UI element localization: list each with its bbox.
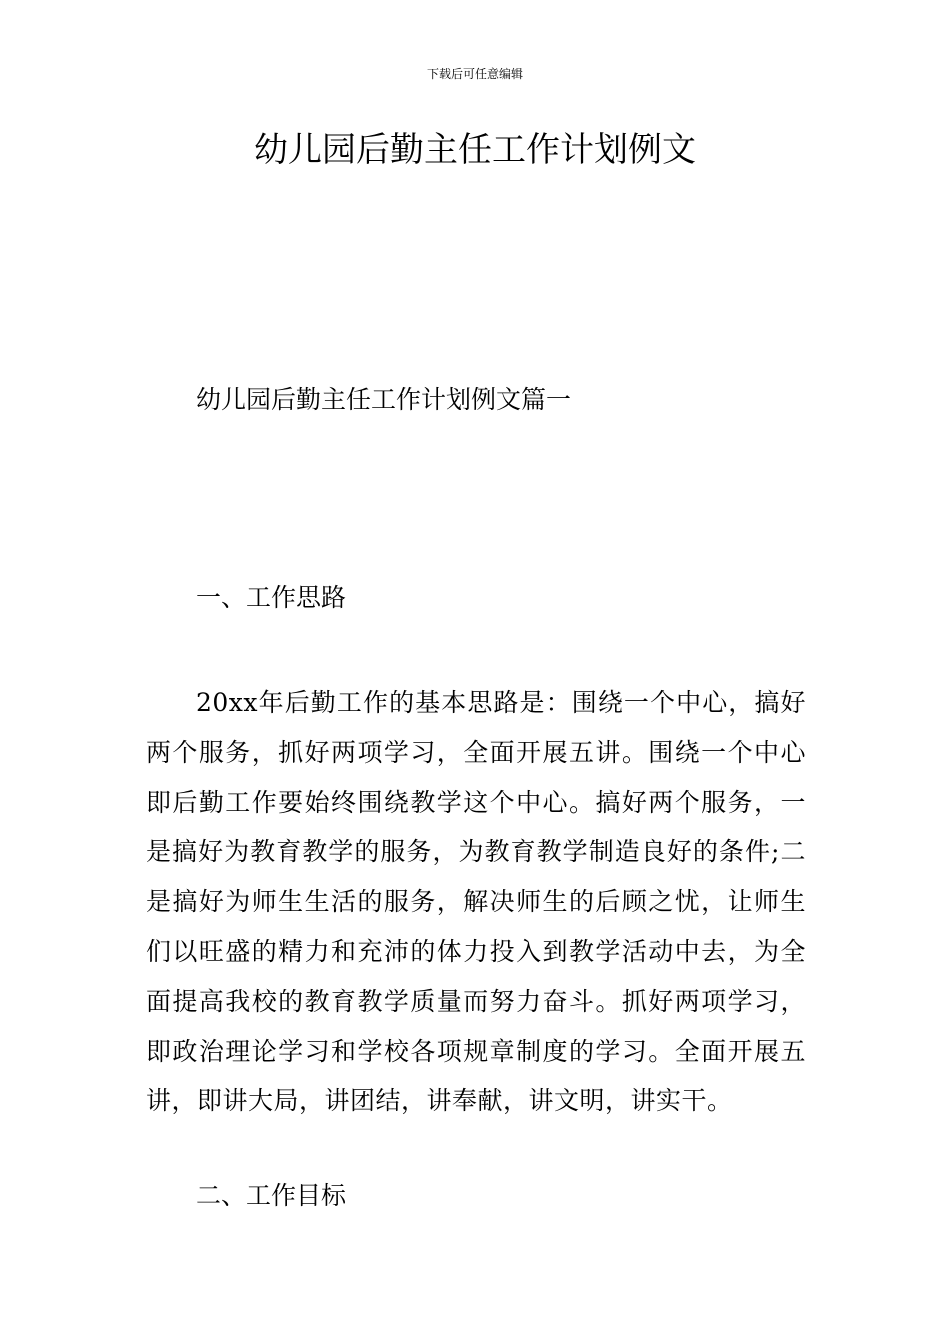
section-heading-work-goals: 二、工作目标 — [196, 1181, 347, 1210]
header-note: 下载后可任意编辑 — [426, 67, 523, 81]
section-body-work-approach: 20xx年后勤工作的基本思路是：围绕一个中心，搞好两个服务，抓好两项学习，全面开展五讲。围绕一个中心即后勤工作要始终围绕教学这个中心。搞好两个服务，一是搞好为教育教学的服务，为教育教学制造良好的条件;二是搞好为师生生活的服务，解决师生的后顾之忧，让师生们以旺盛的精力和充沛的体力投入到教学活动中去，为全面提高我校的教育教学质量而努力奋斗。抓好两项学习，即政治理论学习和学校各项规章制度的学习。全面开展五讲，即讲大局，讲团结，讲奉献，讲文明，讲实干。 — [146, 688, 806, 1116]
document-title: 幼儿园后勤主任工作计划例文 — [254, 130, 696, 170]
section-heading-work-approach: 一、工作思路 — [196, 583, 347, 612]
document-subtitle: 幼儿园后勤主任工作计划例文篇一 — [196, 385, 572, 414]
